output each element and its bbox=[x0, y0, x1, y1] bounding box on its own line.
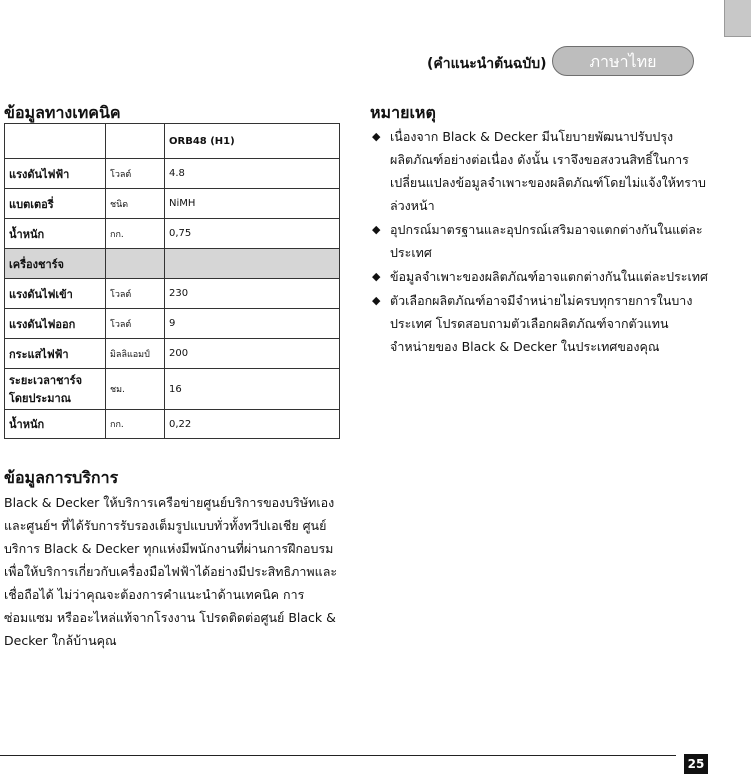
model-name: ORB48 (H1) bbox=[165, 124, 340, 159]
row-label: แรงดันไฟฟ้า bbox=[5, 159, 106, 189]
table-header-row bbox=[5, 124, 340, 159]
note-text: ตัวเลือกผลิตภัณฑ์อาจมีจำหน่ายไม่ครบทุกรายการในบางประเทศ โปรดสอบถามตัวเลือกผลิตภัณฑ์จากตัวแทนจำหน่ายของ Black & Decker ในประเทศของคุณ bbox=[390, 293, 693, 354]
row-value: 230 bbox=[165, 279, 340, 309]
row-value: 0,22 bbox=[165, 410, 340, 439]
row-value bbox=[165, 249, 340, 279]
table-row bbox=[5, 219, 340, 249]
row-label: น้ำหนัก bbox=[5, 410, 106, 439]
list-item bbox=[370, 125, 710, 217]
list-item bbox=[370, 218, 710, 264]
table-row bbox=[5, 309, 340, 339]
row-unit: กก. bbox=[106, 410, 165, 439]
table-row bbox=[5, 410, 340, 439]
row-label: เครื่องชาร์จ bbox=[5, 249, 106, 279]
translation-label: (คำแนะนำต้นฉบับ) bbox=[427, 56, 547, 72]
notes-list bbox=[370, 125, 710, 359]
note-text: ข้อมูลจำเพาะของผลิตภัณฑ์อาจแตกต่างกันในแต่ละประเทศ bbox=[390, 269, 708, 284]
notes-title: หมายเหตุ bbox=[370, 103, 436, 122]
row-label: ระยะเวลาชาร์จ โดยประมาณ bbox=[5, 369, 106, 410]
diamond-bullet-icon: ◆ bbox=[372, 130, 381, 143]
list-item bbox=[370, 289, 710, 358]
table-row bbox=[5, 159, 340, 189]
tech-data-table bbox=[4, 123, 340, 439]
page-number: 25 bbox=[684, 754, 708, 774]
row-unit bbox=[106, 249, 165, 279]
list-item bbox=[370, 265, 710, 288]
row-value: NiMH bbox=[165, 189, 340, 219]
table-row bbox=[5, 339, 340, 369]
note-text: เนื่องจาก Black & Decker มีนโยบายพัฒนาปรับปรุงผลิตภัณฑ์อย่างต่อเนื่อง ดังนั้น เราจึงขอสงวนสิทธิ์ในการเปลี่ยนแปลงข้อมูลจำเพาะของผลิตภัณฑ์โดยไม่แจ้งให้ทราบล่วงหน้า bbox=[390, 129, 706, 213]
row-unit: โวลต์ bbox=[106, 309, 165, 339]
row-unit: โวลต์ bbox=[106, 159, 165, 189]
row-unit: กก. bbox=[106, 219, 165, 249]
service-body: Black & Decker ให้บริการเครือข่ายศูนย์บริการของบริษัทเองและศูนย์ฯ ที่ได้รับการรับรองเต็มรูปแบบทั่วทั้งทวีปเอเชีย ศูนย์บริการ Black & Decker ทุกแห่งมีพนักงานที่ผ่านการฝึกอบรมเพื่อให้บริการเกี่ยวกับเครื่องมือไฟฟ้าได้อย่างมีประสิทธิภาพและเชื่อถือได้ ไม่ว่าคุณจะต้องการคำแนะนำด้านเทคนิค การซ่อมแซม หรืออะไหล่แท้จากโรงงาน โปรดติดต่อศูนย์ Black & Decker ใกล้บ้านคุณ bbox=[4, 495, 338, 648]
row-value: 200 bbox=[165, 339, 340, 369]
footer-divider bbox=[0, 755, 676, 756]
service-title: ข้อมูลการบริการ bbox=[4, 468, 119, 487]
tech-data-title: ข้อมูลทางเทคนิค bbox=[4, 103, 121, 122]
row-value: 4.8 bbox=[165, 159, 340, 189]
row-value: 16 bbox=[165, 369, 340, 410]
language-badge: ภาษาไทย bbox=[552, 46, 694, 76]
diamond-bullet-icon: ◆ bbox=[372, 270, 381, 283]
row-unit: ชนิด bbox=[106, 189, 165, 219]
row-label: แรงดันไฟเข้า bbox=[5, 279, 106, 309]
diamond-bullet-icon: ◆ bbox=[372, 294, 381, 307]
table-group-row bbox=[5, 249, 340, 279]
table-row bbox=[5, 279, 340, 309]
row-value: 9 bbox=[165, 309, 340, 339]
table-row bbox=[5, 369, 340, 410]
diamond-bullet-icon: ◆ bbox=[372, 223, 381, 236]
row-unit: ชม. bbox=[106, 369, 165, 410]
note-text: อุปกรณ์มาตรฐานและอุปกรณ์เสริมอาจแตกต่างกันในแต่ละประเทศ bbox=[390, 222, 703, 260]
row-label: น้ำหนัก bbox=[5, 219, 106, 249]
row-unit: โวลต์ bbox=[106, 279, 165, 309]
page-tab-marker bbox=[724, 0, 751, 37]
row-unit: มิลลิแอมป์ bbox=[106, 339, 165, 369]
row-label: กระแสไฟฟ้า bbox=[5, 339, 106, 369]
row-label: แรงดันไฟออก bbox=[5, 309, 106, 339]
table-row bbox=[5, 189, 340, 219]
row-label: แบตเตอรี่ bbox=[5, 189, 106, 219]
row-value: 0,75 bbox=[165, 219, 340, 249]
